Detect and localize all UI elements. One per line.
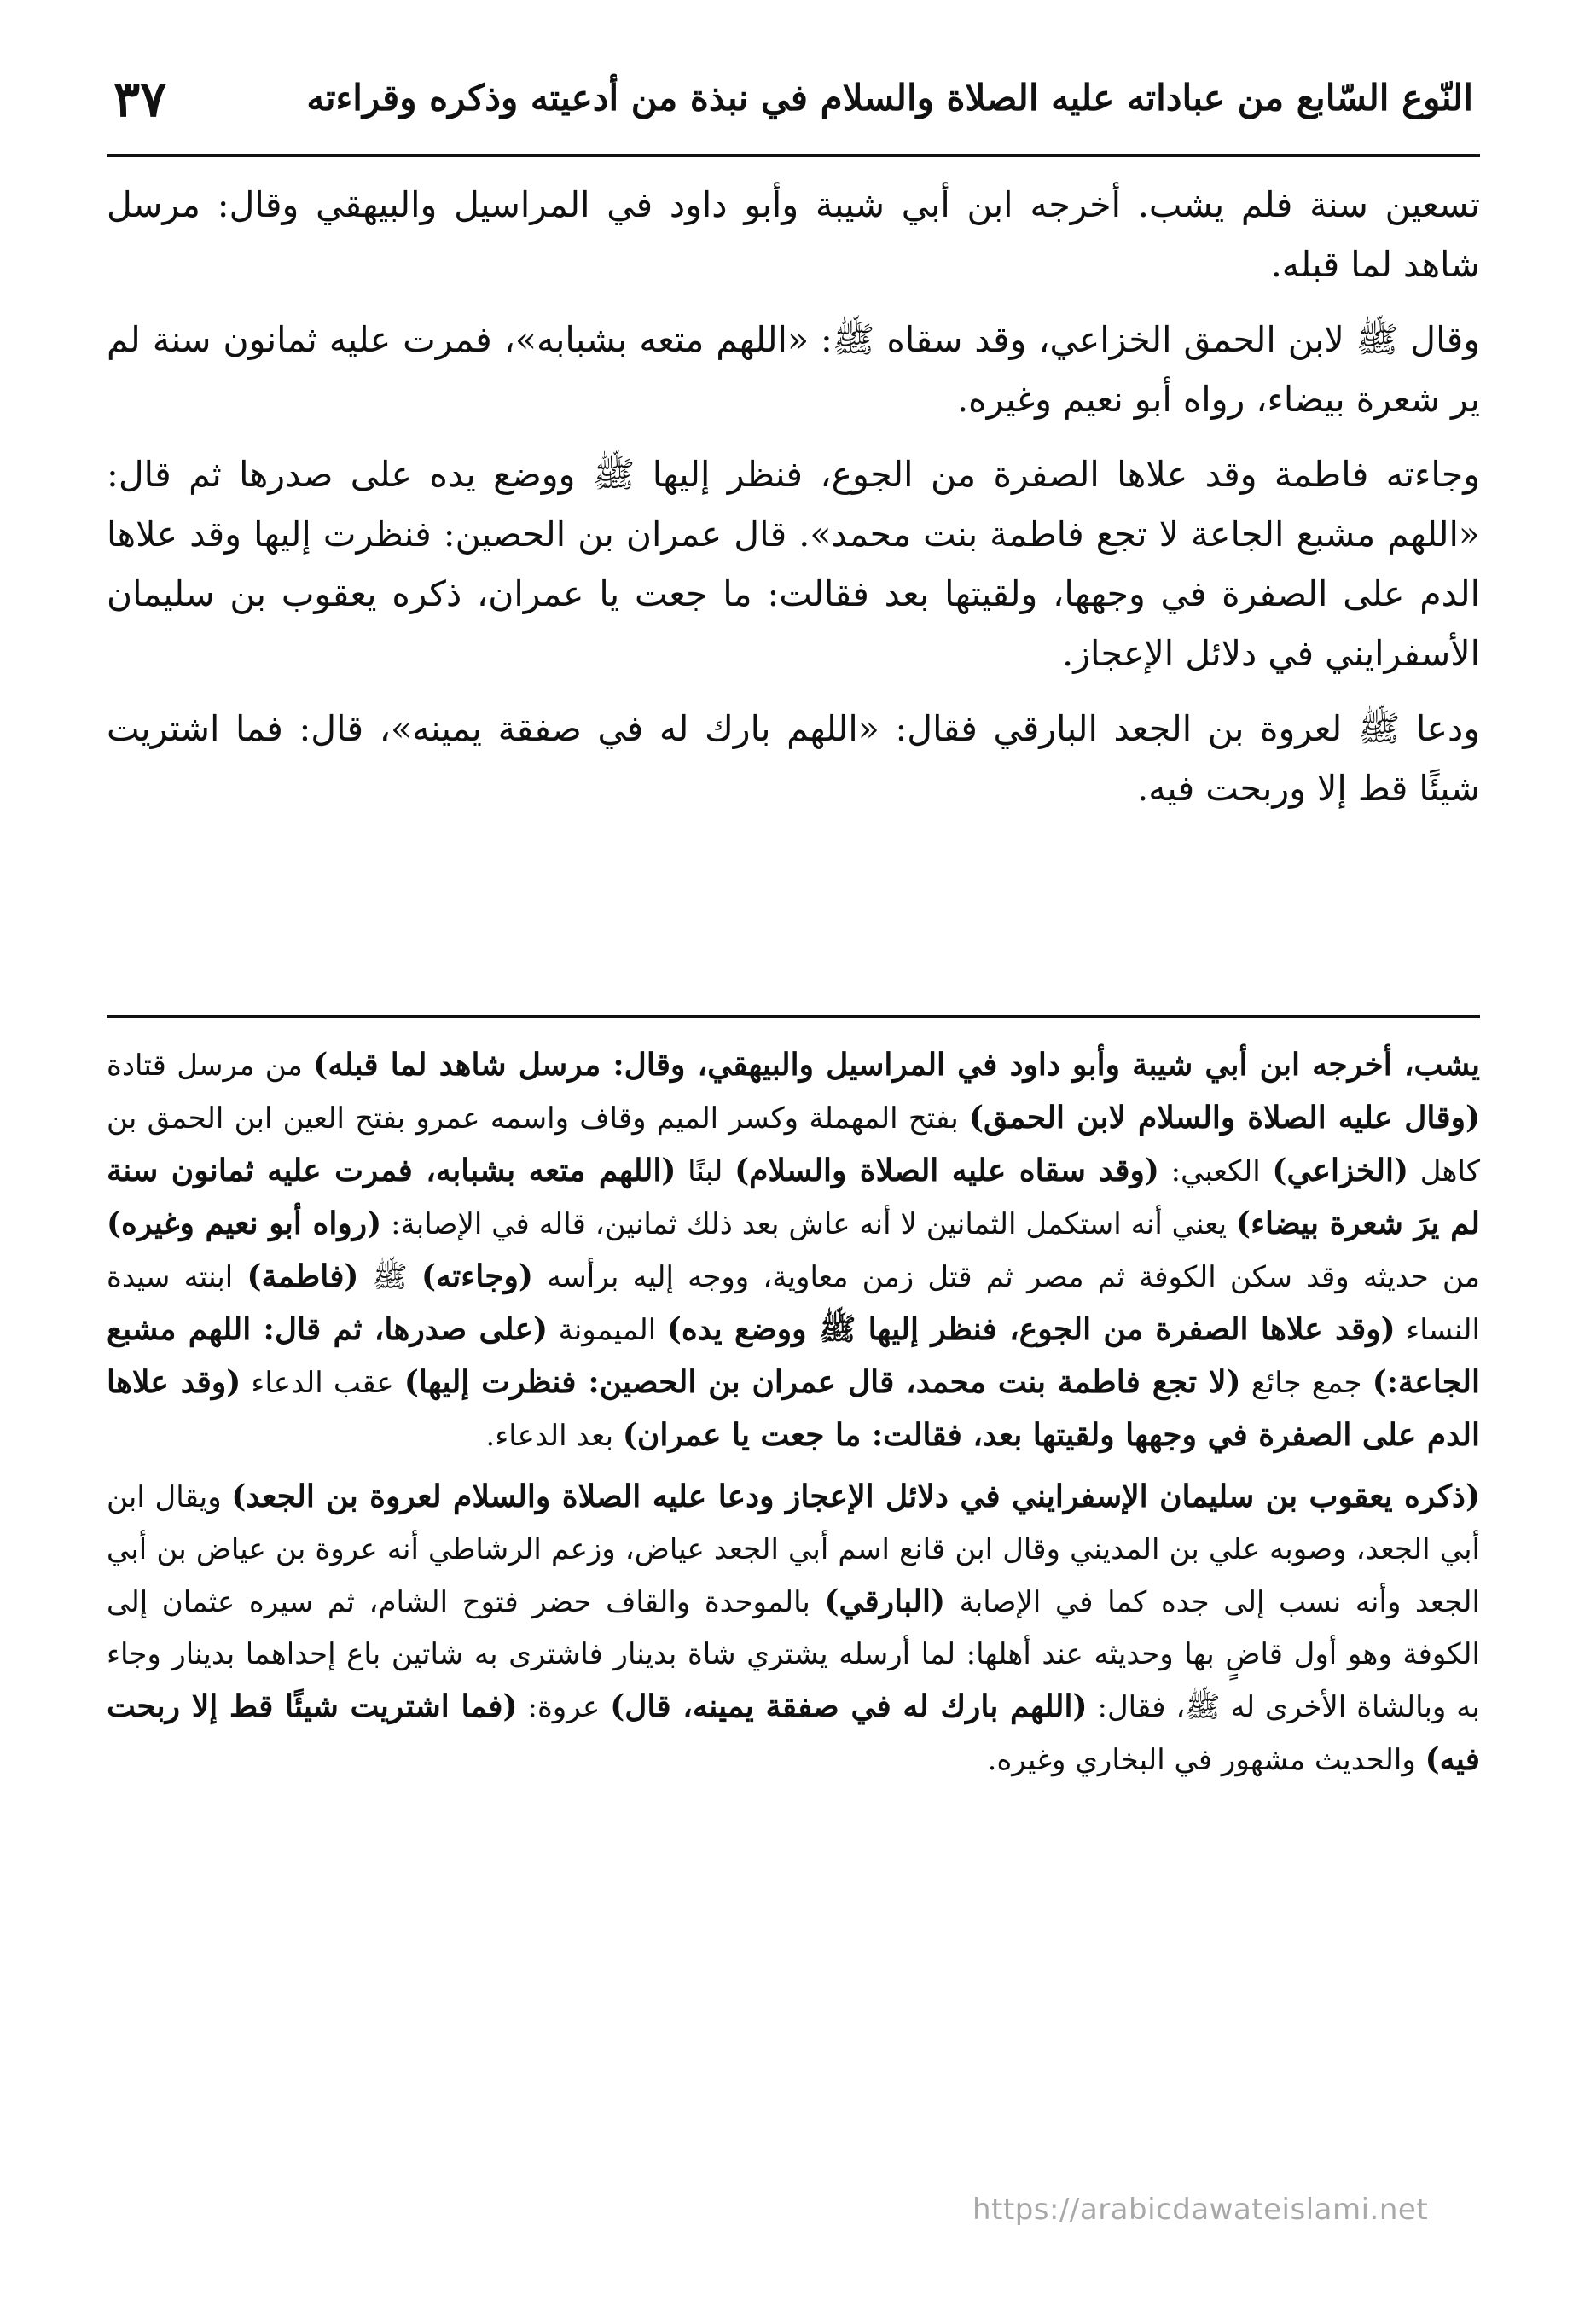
- commentary-gloss-text: عقب الدعاء: [241, 1366, 404, 1400]
- commentary-quoted-text: (على صدرها، ثم قال: اللهم مشبع الجاعة:): [107, 1311, 1480, 1400]
- main-paragraph: وجاءته فاطمة وقد علاها الصفرة من الجوع، فنظر إليها ﷺ ووضع يده على صدرها ثم قال: «اللهم مشبع الجاعة لا تجع فاطمة بنت محمد». قال عمران بن الحصين: فنظرت إليها وقد علاها الدم على الصفرة في وجهها، ولقيتها بعد فقالت: ما جعت يا عمران، ذكره يعقوب بن سليمان الأسفرايني في دلائل الإعجاز.: [107, 454, 1480, 674]
- commentary-quoted-text: (وقال عليه الصلاة والسلام لابن الحمق): [968, 1100, 1480, 1136]
- commentary-quoted-text: يشب، أخرجه ابن أبي شيبة وأبو داود في المراسيل والبيهقي، وقال: مرسل شاهد لما قبله): [313, 1047, 1480, 1083]
- commentary-gloss-text: يعني أنه استكمل الثمانين لا أنه عاش بعد ذلك ثمانين، قاله في الإصابة:: [381, 1207, 1237, 1241]
- commentary-gloss-text: من مرسل قتادة: [107, 1049, 314, 1083]
- commentary-quoted-text: (وقد علاها الصفرة من الجوع، فنظر إليها ﷺ ووضع يده): [666, 1311, 1396, 1347]
- commentary-gloss-text: لبنًا: [676, 1154, 735, 1188]
- commentary-divider: [107, 1015, 1480, 1018]
- commentary-gloss-text: الميمونة: [547, 1313, 667, 1347]
- commentary-quoted-text: (ذكره يعقوب بن سليمان الإسفرايني في دلائل الإعجاز ودعا عليه الصلاة والسلام لعروة بن الجعد): [231, 1479, 1480, 1514]
- commentary-gloss-text: بفتح المهملة وكسر الميم وقاف واسمه عمرو بفتح العين ابن الحمق بن كاهل: [107, 1101, 1481, 1188]
- commentary-gloss-text: بالموحدة والقاف حضر فتوح الشام، ثم سيره عثمان إلى الكوفة وهو أول قاضٍ بها وحديثه عند أهلها: لما أرسله يشتري شاة بدينار فاشترى به شاتين باع إحداهما بدينار وجاء به وبالشاة الأخرى له ﷺ، فقال:: [107, 1585, 1480, 1724]
- commentary-gloss-text: ابنته سيدة النساء: [107, 1260, 1480, 1347]
- commentary-gloss-text: عروة:: [517, 1690, 611, 1724]
- commentary-paragraph: [107, 1471, 1480, 1787]
- commentary-gloss-text: الكعبي:: [1158, 1154, 1273, 1188]
- main-paragraph: وقال ﷺ لابن الحمق الخزاعي، وقد سقاه ﷺ: «اللهم متعه بشبابه»، فمرت عليه ثمانون سنة لم ير شعرة بيضاء، رواه أبو نعيم وغيره.: [107, 319, 1480, 420]
- commentary-quoted-text: (وجاءته): [421, 1258, 533, 1294]
- commentary-gloss-text: والحديث مشهور في البخاري وغيره.: [987, 1743, 1425, 1777]
- main-paragraph: ودعا ﷺ لعروة بن الجعد البارقي فقال: «اللهم بارك له في صفقة يمينه»، قال: فما اشتريت شيئًا قط إلا وربحت فيه.: [107, 708, 1480, 809]
- commentary-quoted-text: (فاطمة): [247, 1258, 359, 1294]
- main-paragraph: تسعين سنة فلم يشب. أخرجه ابن أبي شيبة وأبو داود في المراسيل والبيهقي وقال: مرسل شاهد لما قبله.: [107, 184, 1480, 285]
- commentary-gloss-text: من حديثه وقد سكن الكوفة ثم مصر ثم قتل زمن معاوية، ووجه إليه برأسه: [532, 1260, 1480, 1294]
- header-rule: [107, 154, 1480, 157]
- watermark-url: https://arabicdawateislami.net: [972, 2193, 1429, 2227]
- commentary-gloss-text: ويقال ابن أبي الجعد، وصوبه علي بن المديني وقال ابن قانع اسم أبي الجعد عياض، وزعم الرشاطي أنه عروة بن عياض بن أبي الجعد وأنه نسب إلى جده كما في الإصابة: [107, 1480, 1480, 1619]
- commentary-quoted-text: (اللهم متعه بشبابه، فمرت عليه ثمانون سنة لم يرَ شعرة بيضاء): [107, 1153, 1480, 1241]
- commentary-quoted-text: (لا تجع فاطمة بنت محمد، قال عمران بن الحصين: فنظرت إليها): [403, 1364, 1241, 1400]
- commentary-quoted-text: (رواه أبو نعيم وغيره): [107, 1206, 382, 1241]
- commentary: [107, 1039, 1480, 1795]
- commentary-quoted-text: (وقد علاها الدم على الصفرة في وجهها ولقيتها بعد، فقالت: ما جعت يا عمران): [107, 1364, 1480, 1453]
- commentary-paragraph: [107, 1039, 1480, 1462]
- commentary-quoted-text: (اللهم بارك له في صفقة يمينه، قال): [610, 1688, 1088, 1724]
- commentary-gloss-text: ﷺ: [358, 1260, 421, 1294]
- commentary-quoted-text: (البارقي): [824, 1583, 945, 1619]
- commentary-gloss-text: بعد الدعاء.: [485, 1419, 623, 1453]
- page-header: [107, 67, 1480, 148]
- commentary-quoted-text: (وقد سقاه عليه الصلاة والسلام): [734, 1153, 1159, 1188]
- commentary-quoted-text: (فما اشتريت شيئًا قط إلا ربحت فيه): [107, 1688, 1480, 1777]
- page-number: ٣٧: [113, 70, 167, 128]
- running-title: النّوع السّابع من عباداته عليه الصلاة والسلام في نبذة من أدعيته وذكره وقراءته: [306, 77, 1473, 119]
- main-text: [107, 175, 1480, 834]
- commentary-quoted-text: (الخزاعي): [1272, 1153, 1409, 1188]
- commentary-gloss-text: جمع جائع: [1240, 1366, 1373, 1400]
